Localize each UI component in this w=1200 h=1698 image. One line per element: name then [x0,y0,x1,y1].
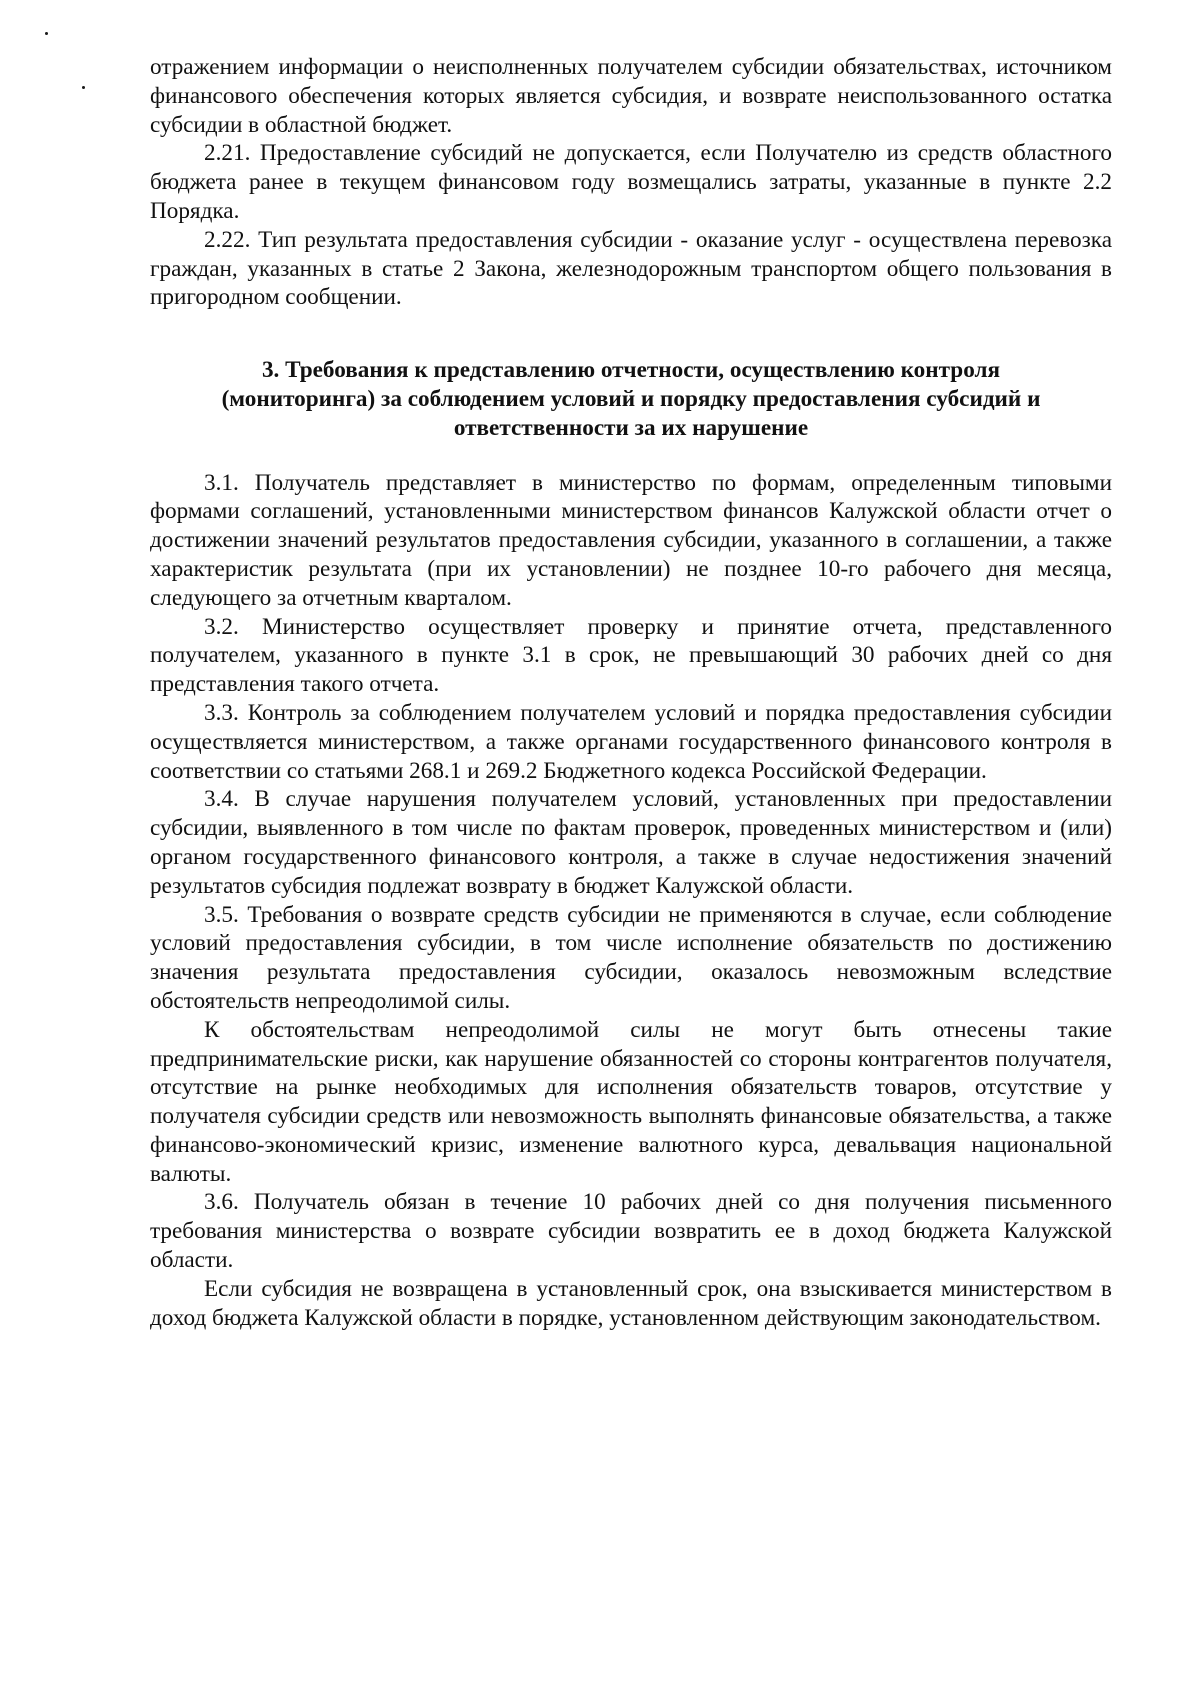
section-3-heading [150,356,1112,442]
force-majeure-paragraph: К обстоятельствам непреодолимой силы не могут быть отнесены такие предпринимательские риски, как нарушение обязанностей со стороны контрагентов получателя, отсутствие на рынке необходимых для исполнения обязательств товаров, отсутствие у получателя субсидии средств или невозможность выполнять финансовые обязательства, а также финансово-экономический кризис, изменение валютного курса, девальвация национальной валюты. [150,1016,1112,1187]
document-body [150,53,1112,1332]
section-3-heading-line: ответственности за их нарушение [453,414,809,441]
clause-3-5: 3.5. Требования о возврате средств субсидии не применяются в случае, если соблюдение условий предоставления субсидии, в том числе исполнение обязательств по достижению значения результата предоставления субсидии, оказалось невозможным вследствие обстоятельств непреодолимой силы. [150,901,1112,1014]
clause-2-21: 2.21. Предоставление субсидий не допускается, если Получателю из средств областного бюджета ранее в текущем финансовом году возмещались затраты, указанные в пункте 2.2 Порядка. [150,140,1112,224]
recovery-paragraph: Если субсидия не возвращена в установленный срок, она взыскивается министерством в доход бюджета Калужской области в порядке, установленном действующим законодательством. [150,1275,1112,1331]
scan-dust-speck [45,32,48,35]
intro-paragraph: отражением информации о неисполненных получателем субсидии обязательствах, источником финансового обеспечения которых является субсидия, и возврате неиспользованного остатка субсидии в областной бюджет. [150,54,1112,138]
clause-3-3: 3.3. Контроль за соблюдением получателем условий и порядка предоставления субсидии осуществляется министерством, а также органами государственного финансового контроля в соответствии со статьями 268.1 и 269.2 Бюджетного кодекса Российской Федерации. [150,699,1112,784]
scan-dust-speck [82,86,85,89]
clause-3-1: 3.1. Получатель представляет в министерство по формам, определенным типовыми формами соглашений, установленными министерством финансов Калужской области отчет о достижении значений результатов предоставления субсидии, указанного в соглашении, а также характеристик результата (при их установлении) не позднее 10-го рабочего дня месяца, следующего за отчетным кварталом. [150,469,1112,611]
clause-3-4: 3.4. В случае нарушения получателем условий, установленных при предоставлении субсидии, выявленного в том числе по фактам проверок, проведенных министерством и (или) органом государственного финансового контроля, а также в случае недостижения значений результатов субсидия подлежат возврату в бюджет Калужской области. [150,786,1112,899]
section-3-heading-line: 3. Требования к представлению отчетности, осуществлению контроля [261,357,1001,384]
clause-2-22: 2.22. Тип результата предоставления субсидии - оказание услуг - осуществлена перевозка граждан, указанных в статье 2 Закона, железнодорожным транспортом общего пользования в пригородном сообщении. [150,226,1112,311]
clause-3-2: 3.2. Министерство осуществляет проверку и принятие отчета, представленного получателем, указанного в пункте 3.1 в срок, не превышающий 30 рабочих дней со дня представления такого отчета. [150,613,1112,698]
clause-3-6: 3.6. Получатель обязан в течение 10 рабочих дней со дня получения письменного требования министерства о возврате субсидии возвратить ее в доход бюджета Калужской области. [150,1189,1112,1274]
section-3-heading-line: (мониторинга) за соблюдением условий и порядку предоставления субсидий и [221,385,1041,412]
